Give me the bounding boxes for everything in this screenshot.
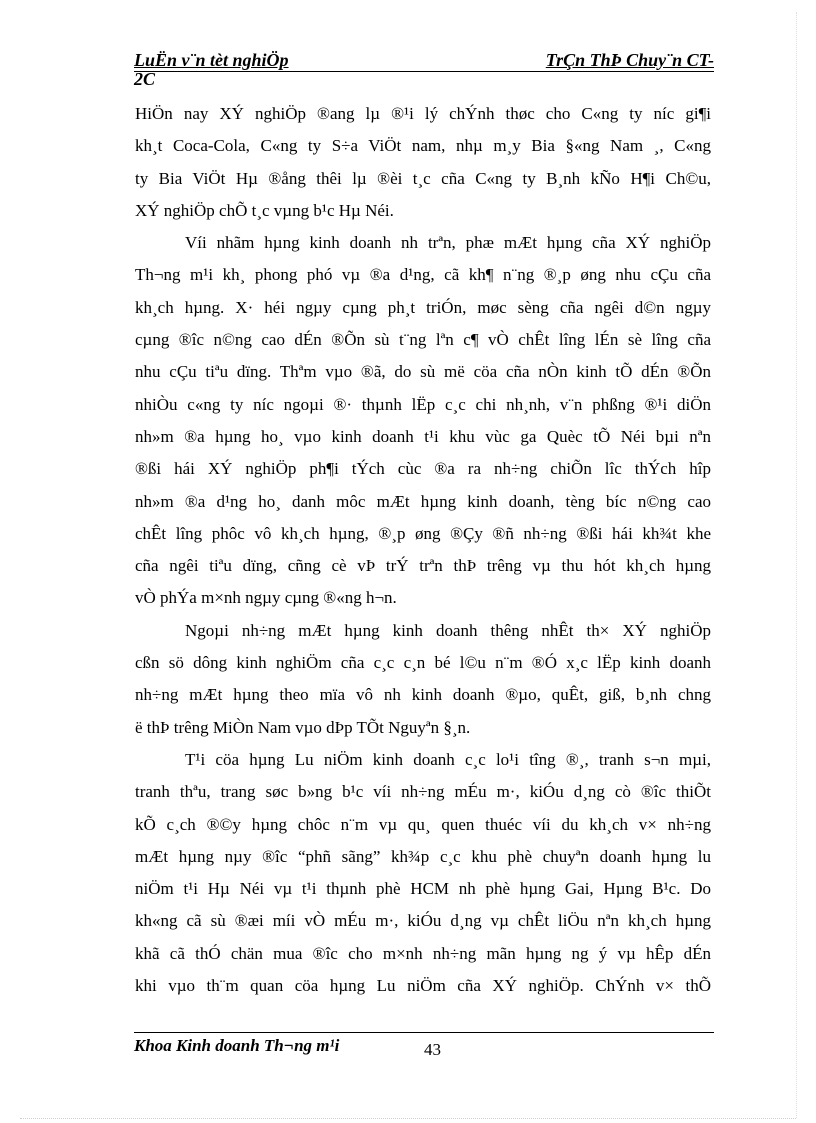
paragraph-2-line: cµng ®îc n©ng cao dÉn ®Õn sù t¨ng lªn c¶ vÒ chÊt lîng lÉn sè lîng cña: [135, 330, 711, 350]
header-author-name: TrÇn ThÞ Chuy¨n CT-: [545, 50, 714, 70]
paragraph-4-line: kh«ng cã sù ®æi míi vÒ mÉu m·, kiÓu d¸ng vµ chÊt liÖu nªn kh¸ch hµng: [135, 911, 711, 931]
paragraph-2-line: vÒ phÝa m×nh ngµy cµng ®«ng h¬n.: [135, 588, 397, 608]
paragraph-4-line: niÖm t¹i Hµ Néi vµ t¹i thµnh phè HCM nh phè hµng Gai, Hµng B¹c. Do: [135, 879, 711, 899]
paragraph-1-line: ty Bia ViÖt Hµ ®ång thêi lµ ®èi t¸c cña C«ng ty B¸nh kÑo H¶i Ch©u,: [135, 168, 711, 188]
page-bottom-border: [20, 1118, 796, 1119]
paragraph-4-line: khã cã thÓ chän mua ®îc cho m×nh nh÷ng mãn hµng ng ý vµ hÊp dÉn: [135, 943, 711, 963]
footer-faculty-name: Khoa Kinh doanh Th¬ng m¹i: [134, 1036, 340, 1055]
paragraph-4-line: kÕ c¸ch ®©y hµng chôc n¨m vµ qu¸ quen thuéc víi du kh¸ch v× nh÷ng: [135, 814, 711, 834]
header-thesis-title: LuËn v¨n tèt nghiÖp: [134, 50, 289, 70]
paragraph-2-line: nhiÒu c«ng ty níc ngoµi ®· thµnh lËp c¸c chi nh¸nh, v¨n phßng ®¹i diÖn: [135, 394, 711, 414]
paragraph-2-line: Th¬ng m¹i kh¸ phong phó vµ ®a d¹ng, cã kh¶ n¨ng ®¸p øng nhu cÇu cña: [135, 265, 711, 285]
footer-divider: [134, 1032, 714, 1033]
paragraph-2-line: nh»m ®a d¹ng ho¸ danh môc mÆt hµng kinh doanh, tèng bíc n©ng cao: [135, 491, 711, 511]
page-number: 43: [424, 1040, 441, 1059]
page-right-border: [796, 12, 797, 1118]
body-text: [135, 98, 711, 1002]
paragraph-1-line: XÝ nghiÖp chÕ t¸c vµng b¹c Hµ Néi.: [135, 200, 394, 220]
paragraph-3-line: ë thÞ trêng MiÒn Nam vµo dÞp TÕt Nguyªn §¸n.: [135, 717, 471, 737]
paragraph-2-line: chÊt lîng phôc vô kh¸ch hµng, ®¸p øng ®Çy ®ñ nh÷ng ®ßi hái kh¾t khe: [135, 523, 711, 543]
paragraph-3-line: cßn sö dông kinh nghiÖm cña c¸c c¸n bé l©u n¨m ®Ó x¸c lËp kinh doanh: [135, 653, 711, 673]
page-header: [134, 50, 714, 88]
paragraph-2-line: kh¸ch hµng. X· héi ngµy cµng ph¸t triÓn, møc sèng cña ngêi d©n ngµy: [135, 297, 711, 317]
paragraph-4-line: tranh thªu, trang søc b»ng b¹c víi nh÷ng mÉu m·, kiÓu d¸ng cò ®îc thiÕt: [135, 782, 711, 802]
paragraph-1-line: HiÖn nay XÝ nghiÖp ®ang lµ ®¹i lý chÝnh thøc cho C«ng ty níc gi¶i: [135, 104, 711, 123]
paragraph-2-line: nh»m ®a hµng ho¸ vµo kinh doanh t¹i khu vùc ga Quèc tÕ Néi bµi nªn: [135, 426, 711, 446]
header-class-code: 2C: [134, 69, 156, 89]
paragraph-2-line: Víi nhãm hµng kinh doanh nh trªn, phæ mÆt hµng cña XÝ nghiÖp: [185, 233, 711, 253]
paragraph-2-line: cña ngêi tiªu dïng, cñng cè vÞ trÝ trªn thÞ trêng vµ thu hót kh¸ch hµng: [135, 556, 711, 576]
paragraph-3-line: nh÷ng mÆt hµng theo mïa vô nh kinh doanh ®µo, quÊt, giß, b¸nh chng: [135, 685, 711, 705]
paragraph-4-line: khi vµo th¨m quan cöa hµng Lu niÖm cña XÝ nghiÖp. ChÝnh v× thÕ: [135, 976, 711, 996]
paragraph-2-line: ®ßi hái XÝ nghiÖp ph¶i tÝch cùc ®a ra nh÷ng chiÕn lîc thÝch hîp: [135, 459, 711, 479]
paragraph-1-line: kh¸t Coca-Cola, C«ng ty S÷a ViÖt nam, nhµ m¸y Bia §«ng Nam ¸, C«ng: [135, 136, 711, 156]
paragraph-3-line: Ngoµi nh÷ng mÆt hµng kinh doanh thêng nhÊt th× XÝ nghiÖp: [185, 620, 711, 640]
paragraph-4-line: mÆt hµng nµy ®îc “phñ sãng” kh¾p c¸c khu phè chuyªn doanh hµng lu: [135, 846, 711, 866]
paragraph-2-line: nhu cÇu tiªu dïng. Thªm vµo ®ã, do sù më cöa cña nÒn kinh tÕ dÉn ®Õn: [135, 362, 711, 382]
paragraph-4-line: T¹i cöa hµng Lu niÖm kinh doanh c¸c lo¹i tîng ®¸, tranh s¬n mµi,: [185, 749, 711, 769]
header-divider: [134, 71, 714, 72]
